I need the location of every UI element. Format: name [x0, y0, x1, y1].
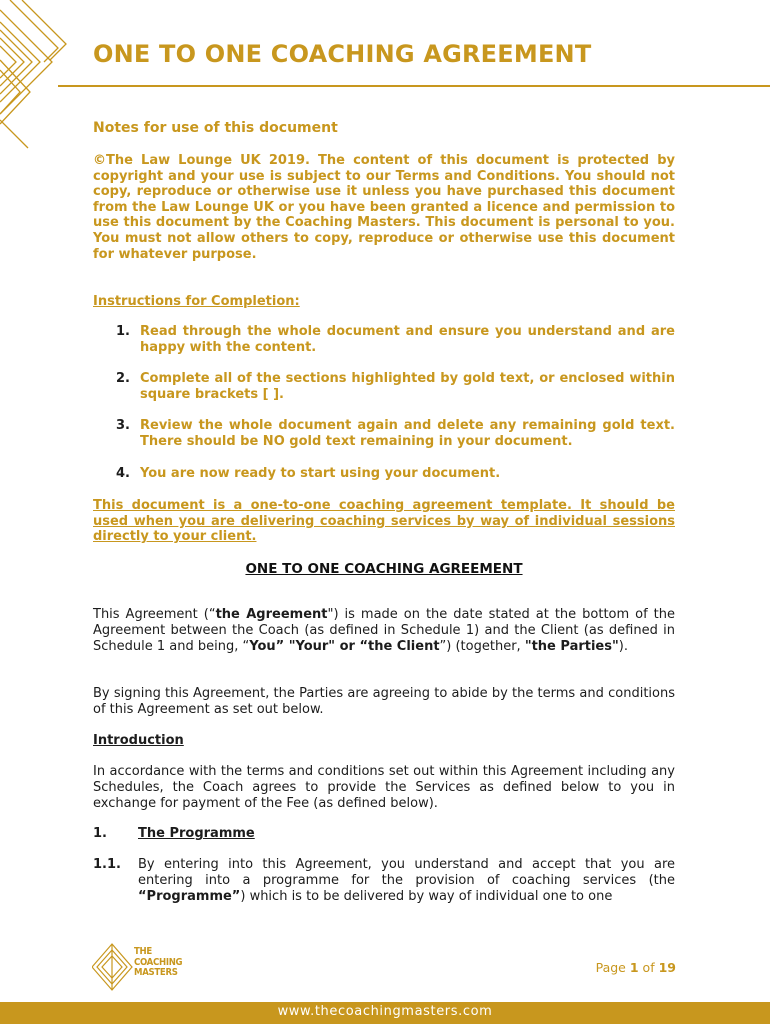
instruction-step: [93, 371, 675, 402]
introduction-heading: Introduction: [93, 733, 184, 748]
page-number: Page 1 of 19: [595, 960, 676, 975]
document-title: ONE TO ONE COACHING AGREEMENT: [93, 40, 592, 68]
step-number: 4.: [116, 465, 130, 481]
instruction-step: [93, 466, 675, 482]
instruction-step: [93, 324, 675, 355]
step-text: Read through the whole document and ensure you understand and are happy with the content.: [140, 324, 675, 355]
step-number: 1.: [116, 324, 130, 339]
step-text: You are now ready to start using your document.: [140, 465, 501, 481]
step-text: Complete all of the sections highlighted by gold text, or enclosed within square brackets [ ].: [140, 371, 675, 402]
defined-term: the Agreement: [215, 607, 328, 622]
logo-wordmark: THE COACHING MASTERS: [134, 946, 183, 978]
subsection-text: By entering into this Agreement, you understand and accept that you are entering into a programme for the provision of coaching services (the “Programme”) which is to be delivered by way of individual one to one: [138, 857, 675, 904]
defined-term: "the Parties": [524, 639, 619, 654]
copyright-notice: ©The Law Lounge UK 2019. The content of this document is protected by copyright and your use is subject to our Terms and Conditions. You should not copy, reproduce or otherwise use it unless you have purchased this document from the Law Lounge UK or you have been granted a licence and permission to use this document by the Coaching Masters. This document is personal to you. You must not allow others to copy, reproduce or otherwise use this document for whatever purpose.: [93, 153, 675, 262]
instructions-list: [93, 324, 675, 497]
instructions-heading: Instructions for Completion:: [93, 294, 300, 309]
defined-term: You” "Your" or “the Client: [249, 639, 440, 654]
corner-ornament: [0, 0, 90, 160]
signing-paragraph: By signing this Agreement, the Parties are agreeing to abide by the terms and conditions of this Agreement as set out below.: [93, 686, 675, 717]
footer-website: www.thecoachingmasters.com: [277, 1004, 493, 1019]
step-text: Review the whole document again and delete any remaining gold text. There should be NO gold text remaining in your document.: [140, 418, 675, 449]
step-number: 2.: [116, 371, 130, 387]
agreement-heading: ONE TO ONE COACHING AGREEMENT: [245, 561, 523, 577]
introduction-paragraph: In accordance with the terms and conditions set out within this Agreement including any Schedules, the Coach agrees to provide the Services as defined below to you in exchange for payment of the Fee (as defined below).: [93, 764, 675, 811]
section-title: The Programme: [138, 826, 255, 841]
agreement-paragraph: This Agreement (“the Agreement") is made on the date stated at the bottom of the Agreement between the Coach (as defined in Schedule 1) and the Client (as defined in Schedule 1 and being, “You” "Your" or “the Client”) (together, "the Parties").: [93, 607, 676, 654]
instruction-step: [93, 418, 675, 449]
notes-heading: Notes for use of this document: [93, 120, 338, 136]
section-number: 1.: [93, 826, 107, 841]
step-number: 3.: [116, 418, 130, 434]
subsection-number: 1.1.: [93, 857, 121, 872]
template-note: This document is a one-to-one coaching agreement template. It should be used when you are delivering coaching services by way of individual sessions directly to your client.: [93, 498, 675, 545]
defined-term: “Programme”: [138, 889, 241, 904]
title-divider: [58, 85, 770, 87]
